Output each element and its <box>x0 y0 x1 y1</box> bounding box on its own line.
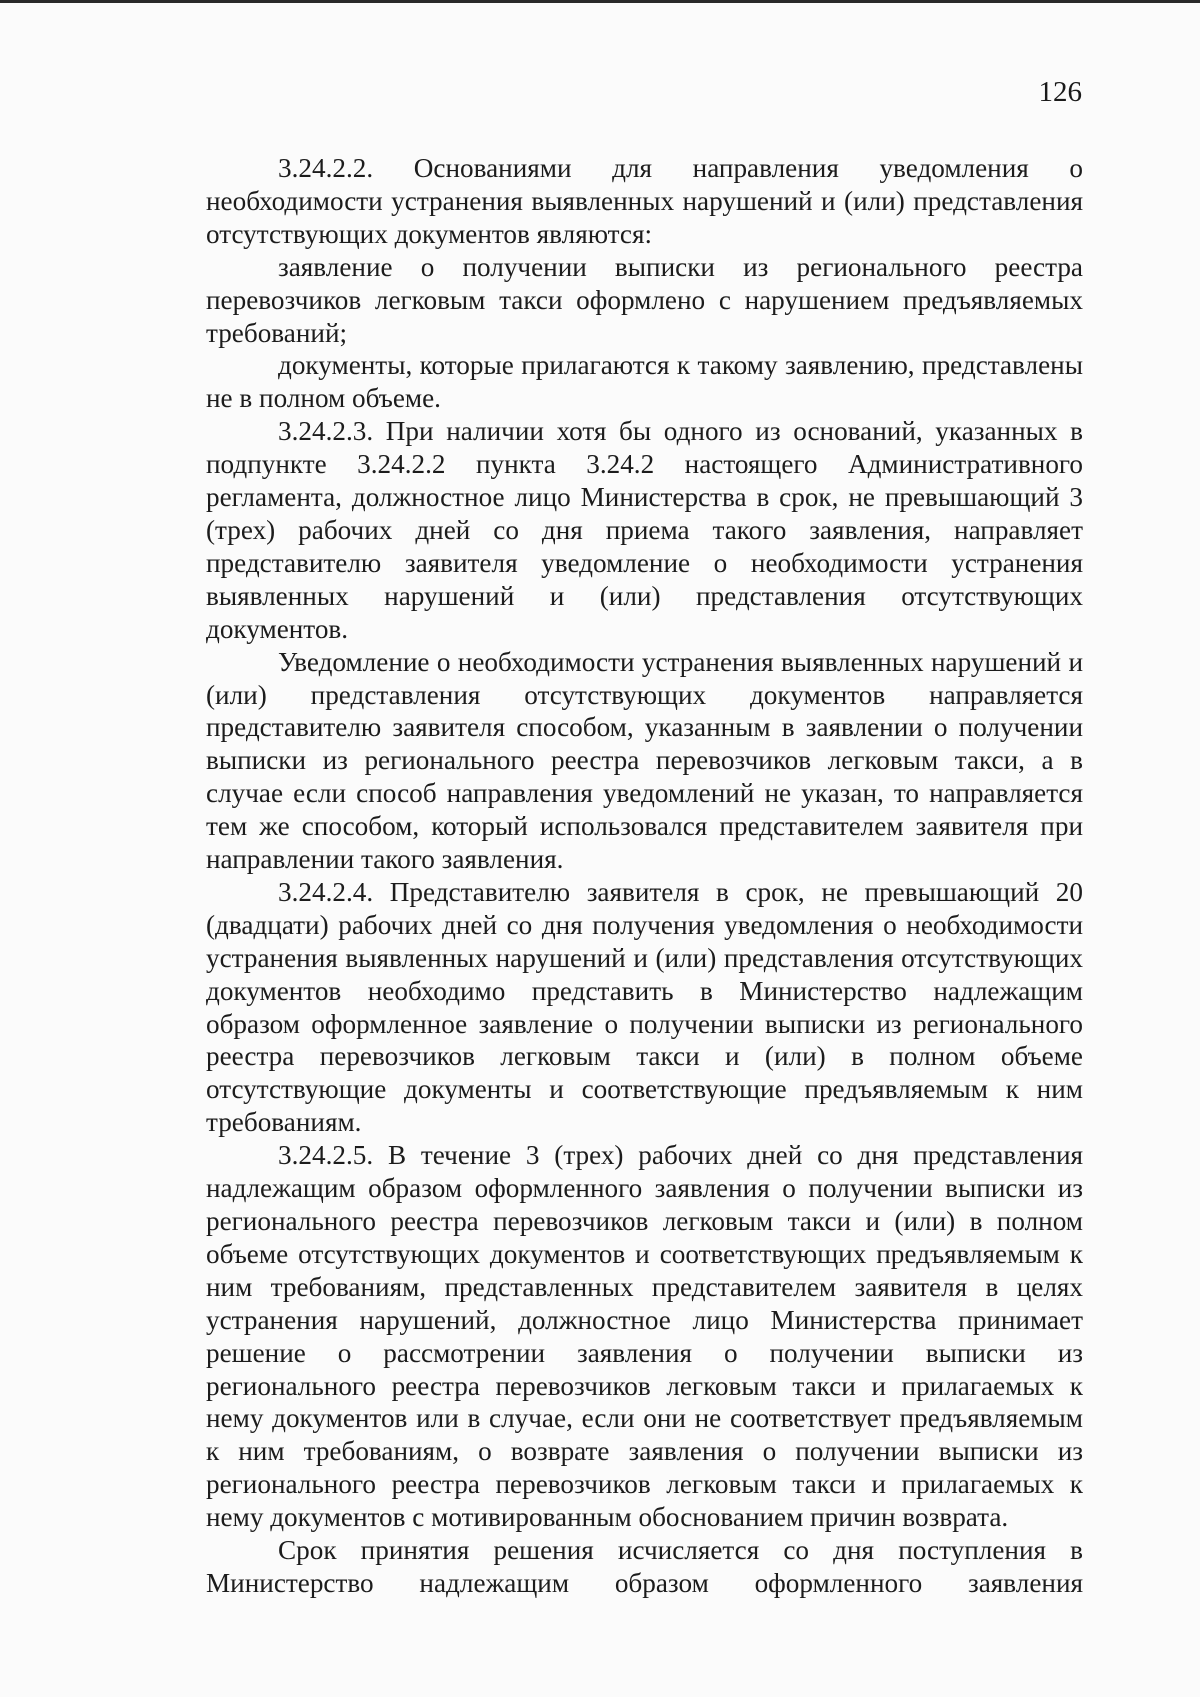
paragraph-ground-1: заявление о получении выписки из регионального реестра перевозчиков легковым такси оформлено с нарушением предъявляемых требований; <box>206 251 1083 348</box>
paragraph-3-24-2-4: 3.24.2.4. Представителю заявителя в срок, не превышающий 20 (двадцати) рабочих дней со дня получения уведомления о необходимости устранения выявленных нарушений и (или) представления отсутствующих документов необходимо представить в Министерство надлежащим образом оформленное заявление о получении выписки из регионального реестра перевозчиков легковым такси и (или) в полном объеме отсутствующие документы и соответствующие предъявляемым к ним требованиям. <box>206 876 1083 1138</box>
paragraph-notification: Уведомление о необходимости устранения выявленных нарушений и (или) представления отсутствующих документов направляется представителю заявителя способом, указанным в заявлении о получении выписки из регионального реестра перевозчиков легковым такси, а в случае если способ направления уведомлений не указан, то направляется тем же способом, который использовался представителем заявителя при направлении такого заявления. <box>206 646 1083 875</box>
scan-top-edge <box>0 0 1200 3</box>
paragraph-decision-term: Срок принятия решения исчисляется со дня поступления в Министерство надлежащим образом оформленного заявления <box>206 1535 1083 1598</box>
document-body <box>206 152 1083 1600</box>
paragraph-3-24-2-2: 3.24.2.2. Основаниями для направления уведомления о необходимости устранения выявленных нарушений и (или) представления отсутствующих документов являются: <box>206 153 1083 249</box>
paragraph-ground-2: документы, которые прилагаются к такому заявлению, представлены не в полном объеме. <box>206 350 1083 414</box>
paragraph-3-24-2-3: 3.24.2.3. При наличии хотя бы одного из оснований, указанных в подпункте 3.24.2.2 пункта 3.24.2 настоящего Административного регламента, должностное лицо Министерства в срок, не превышающий 3 (трех) рабочих дней со дня приема такого заявления, направляет представителю заявителя уведомление о необходимости устранения выявленных нарушений и (или) представления отсутствующих документов. <box>206 416 1083 644</box>
paragraph-3-24-2-5: 3.24.2.5. В течение 3 (трех) рабочих дней со дня представления надлежащим образом оформленного заявления о получении выписки из регионального реестра перевозчиков легковым такси и (или) в полном объеме отсутствующих документов и соответствующих предъявляемым к ним требованиям, представленных представителем заявителя в целях устранения нарушений, должностное лицо Министерства принимает решение о рассмотрении заявления о получении выписки из регионального реестра перевозчиков легковым такси и прилагаемых к нему документов или в случае, если они не соответствует предъявляемым к ним требованиям, о возврате заявления о получении выписки из регионального реестра перевозчиков легковым такси и прилагаемых к нему документов с мотивированным обоснованием причин возврата. <box>206 1140 1083 1533</box>
page-number: 126 <box>1038 76 1082 108</box>
